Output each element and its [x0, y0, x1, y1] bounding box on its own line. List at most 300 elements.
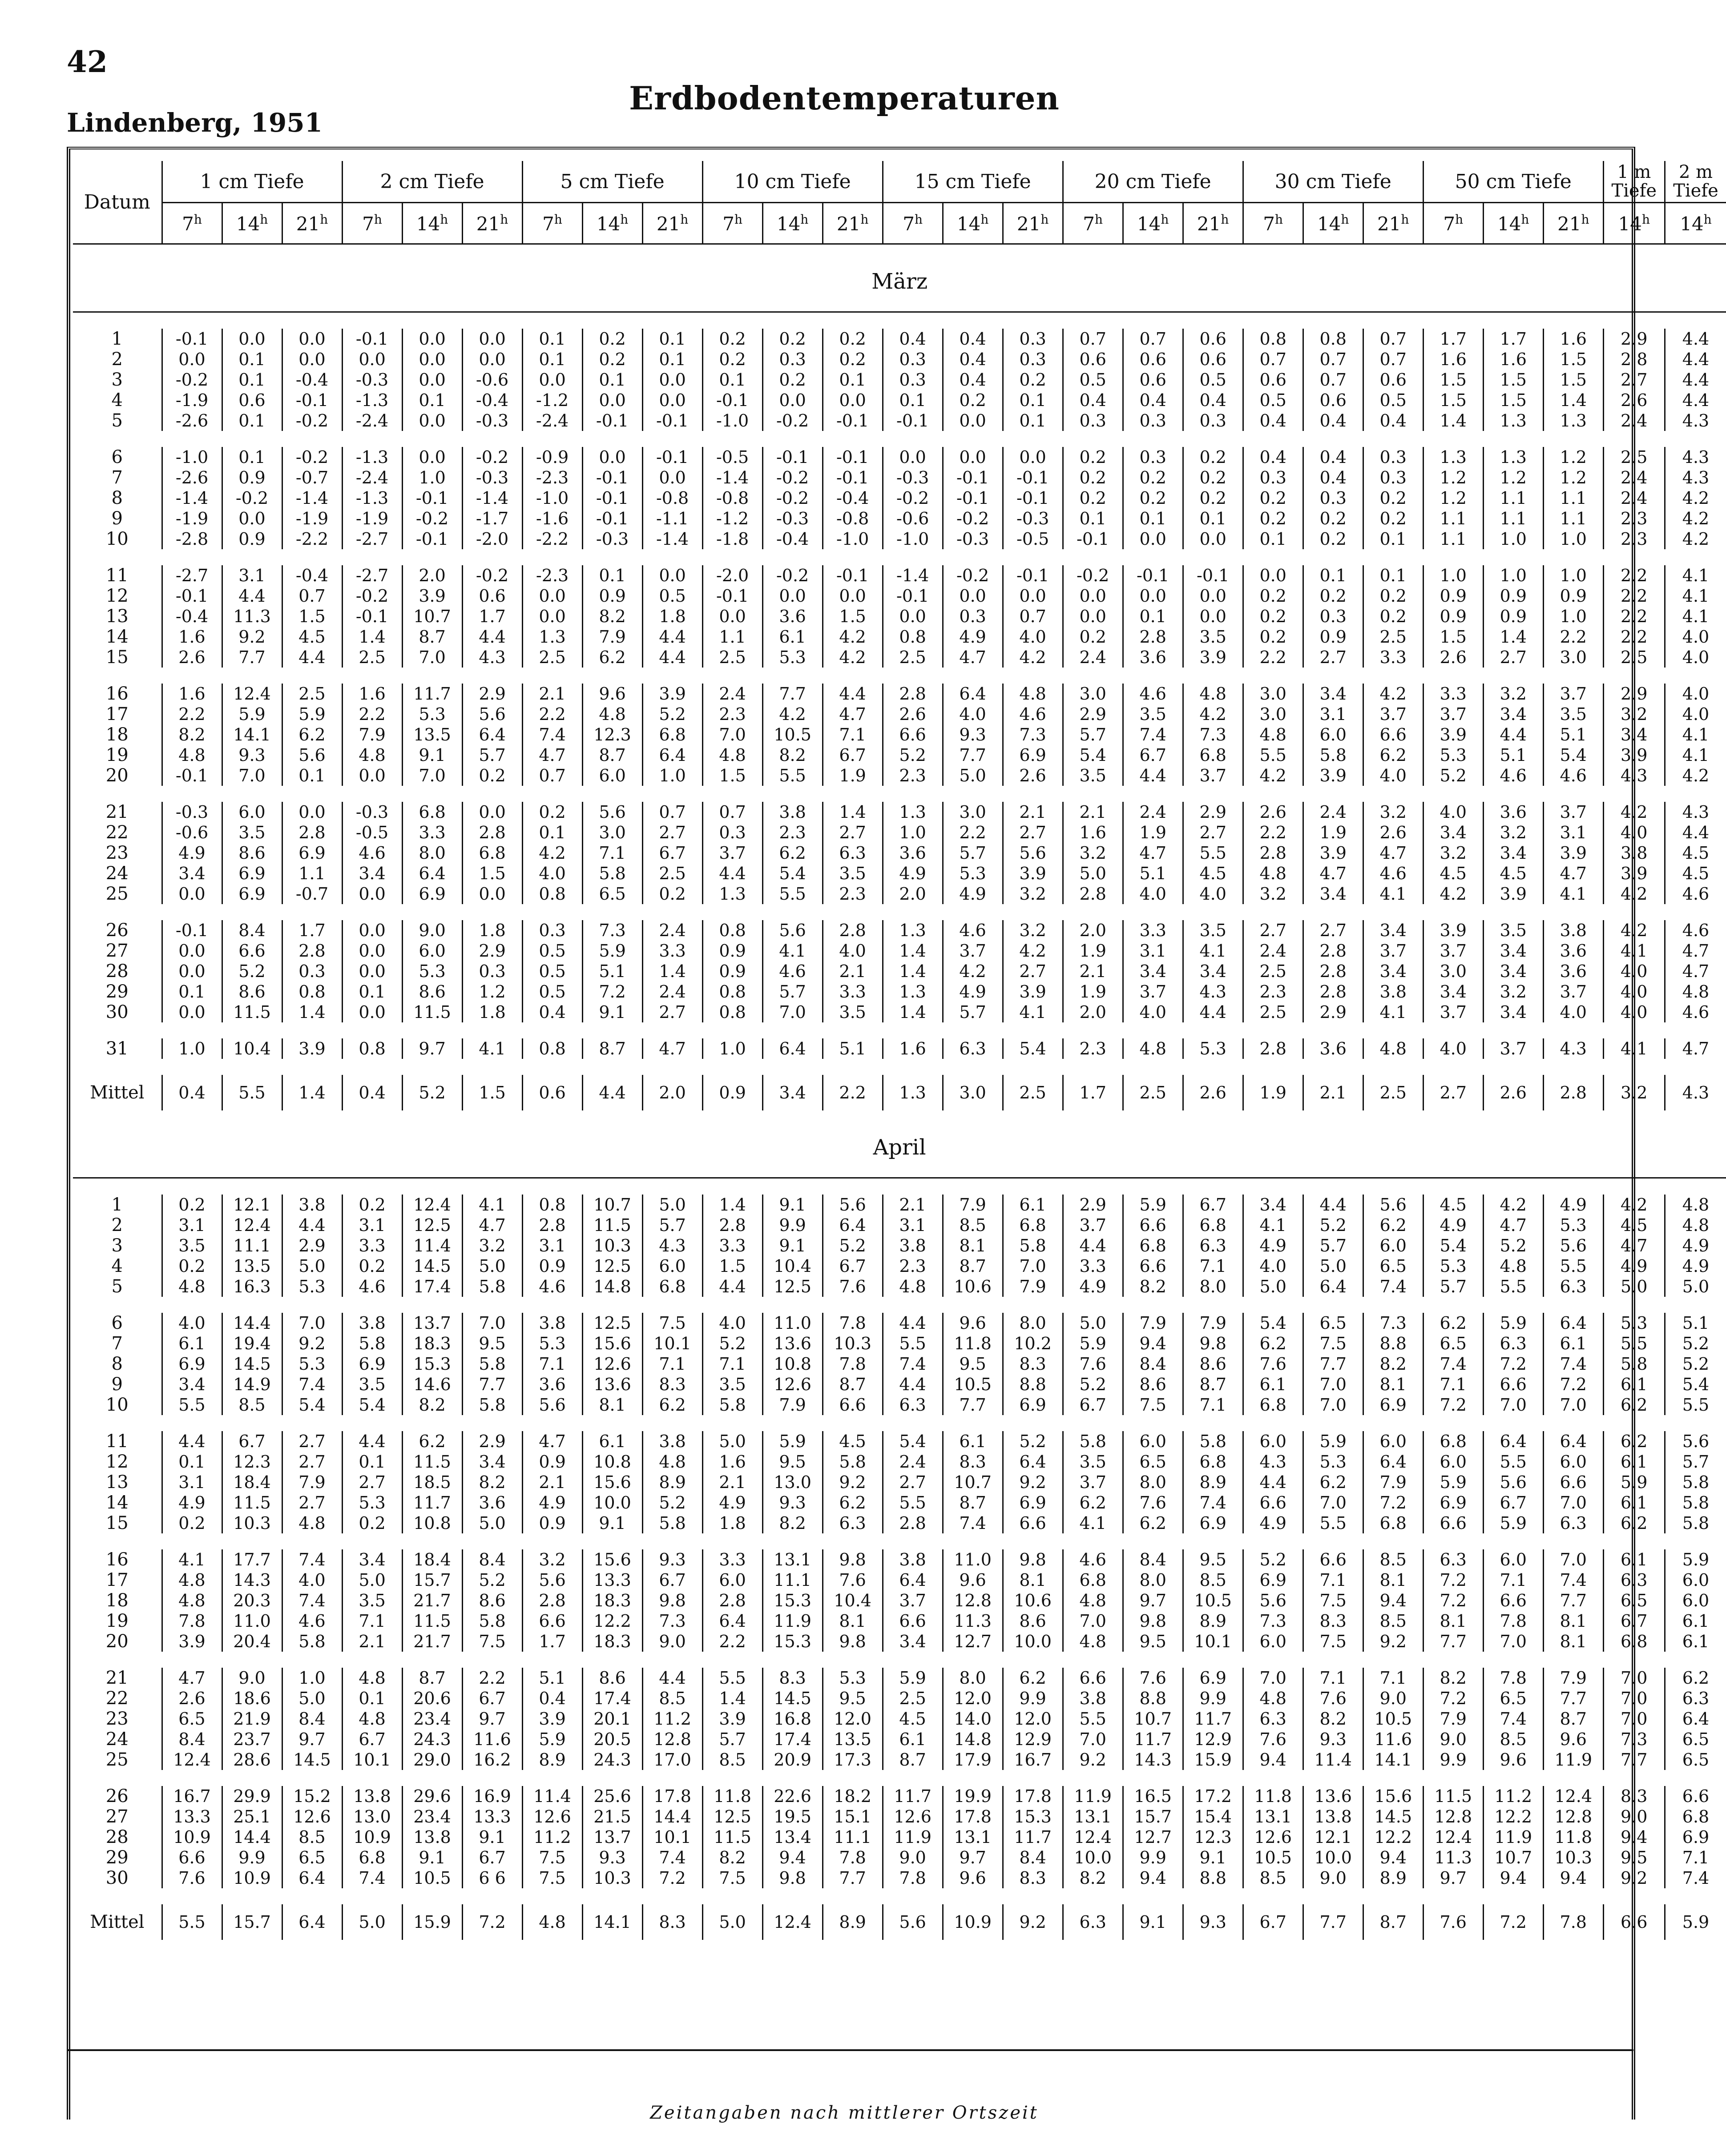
temperature-cell: 9.4 [1123, 1333, 1183, 1354]
temperature-cell: 14.1 [222, 724, 282, 745]
day-cell: 18 [105, 724, 129, 745]
temperature-cell: 6.1 [1603, 1374, 1665, 1395]
temperature-cell: 12.8 [1423, 1806, 1483, 1827]
mean-cell: 2.6 [1183, 1075, 1243, 1110]
temperature-cell: 4.0 [1665, 684, 1726, 704]
temperature-cell: 4.2 [1003, 647, 1063, 668]
temperature-cell: 5.1 [823, 1038, 883, 1059]
table-row [73, 447, 1726, 467]
temperature-cell: 7.0 [1543, 1492, 1603, 1513]
temperature-cell: 0.0 [1003, 586, 1063, 606]
temperature-cell: 0.0 [1183, 606, 1243, 627]
mean-cell: 9.3 [1183, 1904, 1243, 1940]
temperature-cell: 3.4 [1303, 684, 1363, 704]
temperature-cell: 28.6 [222, 1750, 282, 1770]
temperature-cell: 6.4 [1303, 1276, 1363, 1297]
temperature-cell: 9.9 [1003, 1688, 1063, 1709]
temperature-cell: 10.0 [1003, 1631, 1063, 1652]
temperature-cell: 17.3 [823, 1750, 883, 1770]
temperature-cell: 2.6 [1603, 390, 1665, 410]
temperature-cell: 0.0 [162, 1002, 222, 1022]
temperature-cell: 7.2 [1483, 1354, 1543, 1374]
day-cell: 8 [111, 488, 123, 508]
temperature-cell: 0.0 [1243, 565, 1303, 586]
temperature-cell: 0.1 [522, 349, 582, 370]
temperature-cell: 4.1 [1665, 606, 1726, 627]
temperature-cell: 2.2 [1603, 606, 1665, 627]
temperature-cell: 1.6 [1423, 349, 1483, 370]
mean-cell: 2.0 [642, 1075, 702, 1110]
temperature-cell: 3.1 [1123, 941, 1183, 961]
temperature-cell: 0.0 [522, 586, 582, 606]
temperature-cell: 4.9 [943, 981, 1003, 1002]
temperature-cell: 7.5 [1123, 1395, 1183, 1415]
temperature-cell: 9.8 [1123, 1611, 1183, 1631]
temperature-cell: 2.7 [1303, 647, 1363, 668]
temperature-cell: 1.5 [1543, 349, 1603, 370]
temperature-cell: 8.1 [943, 1235, 1003, 1256]
mean-cell: 7.8 [1543, 1904, 1603, 1940]
temperature-cell: 8.5 [642, 1688, 702, 1709]
temperature-cell: 9.9 [1123, 1847, 1183, 1868]
temperature-cell: 9.8 [642, 1590, 702, 1611]
temperature-cell: 0.3 [1003, 329, 1063, 349]
temperature-cell: 3.0 [1243, 704, 1303, 724]
temperature-cell: 2.5 [1603, 447, 1665, 467]
temperature-cell: 13.8 [1303, 1806, 1363, 1827]
temperature-cell: 0.2 [762, 329, 823, 349]
temperature-cell: 4.9 [1063, 1276, 1123, 1297]
temperature-cell: -0.2 [943, 565, 1003, 586]
temperature-cell: 3.6 [1303, 1038, 1363, 1059]
day-cell: 12 [105, 586, 129, 606]
temperature-cell: 1.3 [522, 627, 582, 647]
temperature-cell: 13.3 [162, 1806, 222, 1827]
day-cell: 2 [111, 349, 123, 370]
table-row [73, 1276, 1726, 1297]
temperature-cell: 3.9 [1183, 647, 1243, 668]
temperature-cell: 0.0 [1183, 529, 1243, 549]
temperature-cell: 4.5 [1483, 863, 1543, 884]
temperature-cell: 0.0 [342, 961, 402, 981]
temperature-cell: 6.7 [642, 843, 702, 863]
temperature-cell: 1.7 [1483, 329, 1543, 349]
temperature-cell: 0.4 [522, 1688, 582, 1709]
temperature-cell: 3.7 [1423, 1002, 1483, 1022]
temperature-cell: 7.0 [1483, 1631, 1543, 1652]
temperature-cell: 6.3 [1665, 1688, 1726, 1709]
table-row [73, 586, 1726, 606]
temperature-cell: 0.2 [162, 1256, 222, 1276]
temperature-cell: 1.2 [1423, 488, 1483, 508]
temperature-cell: 19.5 [762, 1806, 823, 1827]
temperature-cell: 5.7 [642, 1215, 702, 1235]
temperature-cell: 12.8 [642, 1729, 702, 1750]
temperature-cell: 4.1 [1363, 884, 1423, 904]
temperature-cell: 7.0 [1303, 1374, 1363, 1395]
temperature-cell: 0.0 [402, 370, 462, 390]
temperature-cell: 0.8 [282, 981, 342, 1002]
temperature-cell: 3.8 [1603, 843, 1665, 863]
temperature-cell: 14.8 [582, 1276, 642, 1297]
temperature-cell: 6.6 [883, 724, 943, 745]
temperature-cell: 14.5 [282, 1750, 342, 1770]
temperature-cell: 5.9 [1123, 1195, 1183, 1215]
depth-header: 1 cm Tiefe [162, 161, 342, 203]
temperature-cell: -1.4 [282, 488, 342, 508]
temperature-cell: 6.1 [1603, 1549, 1665, 1570]
temperature-cell: 8.5 [702, 1750, 762, 1770]
temperature-cell: 4.8 [1665, 1195, 1726, 1215]
temperature-cell: -2.4 [342, 410, 402, 431]
temperature-cell: 0.4 [1303, 447, 1363, 467]
temperature-cell: 4.3 [1603, 765, 1665, 786]
mean-cell: 1.5 [462, 1075, 522, 1110]
temperature-cell: 10.3 [823, 1333, 883, 1354]
temperature-cell: 5.7 [462, 745, 522, 765]
temperature-cell: 5.9 [1603, 1472, 1665, 1492]
temperature-cell: 7.8 [823, 1313, 883, 1333]
temperature-cell: 6.7 [1183, 1195, 1243, 1215]
table-row [73, 1827, 1726, 1847]
temperature-cell: 4.1 [1665, 724, 1726, 745]
temperature-cell: 7.1 [1303, 1570, 1363, 1590]
table-row [73, 627, 1726, 647]
mean-cell: 3.0 [943, 1075, 1003, 1110]
temperature-cell: -0.3 [883, 467, 943, 488]
temperature-cell: 4.3 [1183, 981, 1243, 1002]
temperature-cell: 5.8 [1003, 1235, 1063, 1256]
temperature-cell: -0.2 [162, 370, 222, 390]
temperature-cell: 2.4 [1603, 488, 1665, 508]
temperature-cell: 4.0 [1423, 802, 1483, 822]
temperature-cell: 4.9 [1665, 1235, 1726, 1256]
temperature-cell: 7.1 [1183, 1256, 1243, 1276]
temperature-cell: 0.0 [582, 447, 642, 467]
temperature-cell: 5.6 [282, 745, 342, 765]
temperature-cell: 24.3 [582, 1750, 642, 1770]
temperature-cell: 1.4 [342, 627, 402, 647]
temperature-cell: 4.0 [1423, 1038, 1483, 1059]
time-header: 7$^h$ [702, 203, 762, 244]
temperature-cell: -1.0 [522, 488, 582, 508]
temperature-cell: 1.4 [883, 941, 943, 961]
temperature-cell: 11.9 [883, 1827, 943, 1847]
temperature-cell: 1.6 [1063, 822, 1123, 843]
soil-temperature-table [73, 161, 1726, 1940]
day-cell: 5 [111, 410, 123, 431]
temperature-cell: 3.9 [1483, 884, 1543, 904]
temperature-cell: 2.3 [1603, 508, 1665, 529]
temperature-cell: 0.2 [1243, 627, 1303, 647]
temperature-cell: 7.1 [1183, 1395, 1243, 1415]
temperature-cell: 0.4 [1243, 410, 1303, 431]
temperature-cell: 0.0 [282, 349, 342, 370]
temperature-cell: 0.1 [1243, 529, 1303, 549]
temperature-cell: -0.1 [1003, 488, 1063, 508]
temperature-cell: 8.7 [582, 745, 642, 765]
temperature-cell: 5.3 [943, 863, 1003, 884]
temperature-cell: 3.2 [1423, 843, 1483, 863]
temperature-cell: 0.3 [282, 961, 342, 981]
mean-cell: 2.7 [1423, 1075, 1483, 1110]
temperature-cell: 23.7 [222, 1729, 282, 1750]
temperature-cell: 4.8 [162, 1276, 222, 1297]
temperature-cell: 9.3 [762, 1492, 823, 1513]
temperature-cell: 6.5 [1483, 1688, 1543, 1709]
temperature-cell: 11.4 [1303, 1750, 1363, 1770]
temperature-cell: 4.1 [1603, 1038, 1665, 1059]
temperature-cell: 9.8 [1003, 1549, 1063, 1570]
temperature-cell: 0.0 [222, 329, 282, 349]
temperature-cell: 7.8 [823, 1354, 883, 1374]
temperature-cell: 0.0 [522, 606, 582, 627]
temperature-cell: 4.4 [222, 586, 282, 606]
temperature-cell: 9.7 [282, 1729, 342, 1750]
time-header: 14$^h$ [222, 203, 282, 244]
temperature-cell: 5.0 [1603, 1276, 1665, 1297]
temperature-cell: 7.4 [1123, 724, 1183, 745]
table-row [73, 1256, 1726, 1276]
temperature-cell: 6.6 [1483, 1590, 1543, 1611]
temperature-cell: 15.2 [282, 1786, 342, 1806]
temperature-cell: 5.8 [462, 1354, 522, 1374]
temperature-cell: 3.9 [1543, 843, 1603, 863]
temperature-cell: 4.4 [642, 1668, 702, 1688]
temperature-cell: 2.3 [883, 1256, 943, 1276]
temperature-cell: 7.1 [823, 724, 883, 745]
temperature-cell: 4.2 [1603, 1195, 1665, 1215]
temperature-cell: 6.5 [282, 1847, 342, 1868]
temperature-cell: 7.6 [1123, 1492, 1183, 1513]
temperature-cell: 6.4 [1665, 1709, 1726, 1729]
temperature-cell: 0.1 [342, 1452, 402, 1472]
temperature-cell: 6.2 [823, 1492, 883, 1513]
temperature-cell: 15.7 [1123, 1806, 1183, 1827]
temperature-cell: 0.1 [1003, 390, 1063, 410]
temperature-cell: 4.7 [1363, 843, 1423, 863]
temperature-cell: 8.6 [1183, 1354, 1243, 1374]
temperature-cell: 7.6 [1243, 1354, 1303, 1374]
temperature-cell: 9.0 [1423, 1729, 1483, 1750]
temperature-cell: 3.2 [1483, 684, 1543, 704]
temperature-cell: 9.2 [222, 627, 282, 647]
temperature-cell: 5.2 [1003, 1431, 1063, 1452]
temperature-cell: 0.2 [162, 1195, 222, 1215]
temperature-cell: 6.9 [222, 884, 282, 904]
temperature-cell: 9.0 [1303, 1868, 1363, 1888]
temperature-cell: 9.5 [1183, 1549, 1243, 1570]
temperature-cell: 6.1 [1603, 1452, 1665, 1472]
temperature-cell: 5.0 [342, 1570, 402, 1590]
time-header: 7$^h$ [1243, 203, 1303, 244]
temperature-cell: 2.8 [1303, 941, 1363, 961]
temperature-cell: 4.4 [883, 1313, 943, 1333]
mean-cell: 8.7 [1363, 1904, 1423, 1940]
temperature-cell: 4.8 [162, 1570, 222, 1590]
temperature-cell: 0.8 [522, 1195, 582, 1215]
temperature-cell: 1.1 [1483, 508, 1543, 529]
temperature-cell: 0.1 [222, 370, 282, 390]
depth-header: 50 cm Tiefe [1423, 161, 1603, 203]
temperature-cell: 6.5 [1665, 1729, 1726, 1750]
table-row [73, 606, 1726, 627]
temperature-cell: 6.5 [162, 1709, 222, 1729]
day-cell: 17 [105, 704, 129, 724]
temperature-cell: 2.9 [1183, 802, 1243, 822]
temperature-cell: 8.2 [762, 745, 823, 765]
temperature-cell: 5.0 [282, 1688, 342, 1709]
temperature-cell: 8.2 [1063, 1868, 1123, 1888]
temperature-cell: 4.4 [1665, 370, 1726, 390]
temperature-cell: 6.3 [883, 1395, 943, 1415]
temperature-cell: 5.2 [1303, 1215, 1363, 1235]
temperature-cell: 3.2 [1003, 920, 1063, 941]
temperature-cell: 0.2 [1363, 586, 1423, 606]
temperature-cell: 5.5 [1183, 843, 1243, 863]
temperature-cell: -0.2 [402, 508, 462, 529]
temperature-cell: 4.1 [1183, 941, 1243, 961]
temperature-cell: 0.2 [582, 329, 642, 349]
temperature-cell: 4.9 [1243, 1235, 1303, 1256]
temperature-cell: 7.7 [1543, 1688, 1603, 1709]
temperature-cell: 8.9 [642, 1472, 702, 1492]
temperature-cell: 0.1 [402, 390, 462, 410]
temperature-cell: 3.9 [1003, 863, 1063, 884]
temperature-cell: 5.9 [582, 941, 642, 961]
temperature-cell: 3.7 [702, 843, 762, 863]
temperature-cell: 12.1 [222, 1195, 282, 1215]
temperature-cell: 11.8 [702, 1786, 762, 1806]
temperature-cell: 0.0 [642, 467, 702, 488]
day-cell: 30 [105, 1002, 129, 1022]
temperature-cell: 3.7 [1363, 941, 1423, 961]
temperature-cell: 2.2 [522, 704, 582, 724]
temperature-cell: -2.2 [282, 529, 342, 549]
table-row [73, 390, 1726, 410]
temperature-cell: -1.3 [342, 447, 402, 467]
temperature-cell: 8.1 [823, 1611, 883, 1631]
page-number: 42 [67, 44, 108, 79]
temperature-cell: 0.8 [702, 981, 762, 1002]
temperature-cell: 5.2 [1243, 1549, 1303, 1570]
temperature-cell: 8.5 [1483, 1729, 1543, 1750]
temperature-cell: 4.3 [1665, 410, 1726, 431]
temperature-cell: 5.9 [883, 1668, 943, 1688]
temperature-cell: 2.4 [1603, 467, 1665, 488]
temperature-cell: 0.3 [522, 920, 582, 941]
temperature-cell: 1.4 [1543, 390, 1603, 410]
temperature-cell: 4.2 [1363, 684, 1423, 704]
temperature-cell: -0.1 [1183, 565, 1243, 586]
temperature-cell: 7.2 [1363, 1492, 1423, 1513]
table-row [73, 1038, 1726, 1059]
temperature-cell: 4.8 [702, 745, 762, 765]
temperature-cell: 2.5 [642, 863, 702, 884]
temperature-cell: -0.1 [582, 467, 642, 488]
temperature-cell: 0.4 [1243, 447, 1303, 467]
temperature-cell: 0.0 [282, 329, 342, 349]
temperature-cell: 7.0 [1003, 1256, 1063, 1276]
temperature-cell: 0.5 [1183, 370, 1243, 390]
day-cell: 2 [111, 1215, 123, 1235]
temperature-cell: 13.7 [582, 1827, 642, 1847]
temperature-cell: 6.6 [1423, 1513, 1483, 1533]
table-row [73, 1611, 1726, 1631]
temperature-cell: 7.0 [1543, 1549, 1603, 1570]
temperature-cell: 13.0 [342, 1806, 402, 1827]
temperature-cell: 13.1 [1063, 1806, 1123, 1827]
temperature-cell: 0.2 [1243, 488, 1303, 508]
temperature-cell: -0.1 [762, 447, 823, 467]
temperature-cell: 6.7 [1483, 1492, 1543, 1513]
temperature-cell: -1.4 [462, 488, 522, 508]
temperature-cell: 7.4 [342, 1868, 402, 1888]
temperature-cell: 6.8 [342, 1847, 402, 1868]
temperature-cell: 9.9 [1183, 1688, 1243, 1709]
temperature-cell: 4.0 [162, 1313, 222, 1333]
temperature-cell: 11.9 [762, 1611, 823, 1631]
temperature-cell: 11.7 [1003, 1827, 1063, 1847]
temperature-cell: 7.6 [162, 1868, 222, 1888]
temperature-cell: 7.5 [702, 1868, 762, 1888]
temperature-cell: 0.0 [943, 447, 1003, 467]
temperature-cell: 4.0 [1123, 1002, 1183, 1022]
temperature-cell: -0.6 [462, 370, 522, 390]
temperature-cell: 0.1 [522, 329, 582, 349]
temperature-cell: 10.7 [1123, 1709, 1183, 1729]
temperature-cell: 0.8 [522, 884, 582, 904]
temperature-cell: 9.0 [222, 1668, 282, 1688]
temperature-cell: 1.4 [642, 961, 702, 981]
temperature-cell: 14.8 [943, 1729, 1003, 1750]
mean-cell: 2.5 [1003, 1075, 1063, 1110]
temperature-cell: 6.8 [1183, 1215, 1243, 1235]
temperature-cell: 1.8 [642, 606, 702, 627]
temperature-cell: 1.5 [702, 765, 762, 786]
temperature-cell: 3.4 [1483, 941, 1543, 961]
temperature-cell: 6.0 [1665, 1590, 1726, 1611]
temperature-cell: 2.1 [823, 961, 883, 981]
temperature-cell: 7.2 [582, 981, 642, 1002]
temperature-cell: 0.7 [1363, 329, 1423, 349]
temperature-cell: 6.9 [1183, 1668, 1243, 1688]
temperature-cell: 6.3 [1483, 1333, 1543, 1354]
temperature-cell: 2.8 [462, 822, 522, 843]
temperature-cell: 6.8 [1123, 1235, 1183, 1256]
temperature-cell: 9.4 [1243, 1750, 1303, 1770]
temperature-cell: 8.3 [1303, 1611, 1363, 1631]
temperature-cell: 1.8 [462, 920, 522, 941]
temperature-cell: 20.5 [582, 1729, 642, 1750]
temperature-cell: 0.2 [162, 1513, 222, 1533]
temperature-cell: 6.9 [402, 884, 462, 904]
temperature-cell: 0.0 [582, 390, 642, 410]
temperature-cell: 6.6 [1543, 1472, 1603, 1492]
temperature-cell: 1.9 [823, 765, 883, 786]
table-row [73, 1786, 1726, 1806]
mean-cell: 3.2 [1603, 1075, 1665, 1110]
temperature-cell: -1.2 [522, 390, 582, 410]
temperature-cell: 11.7 [1123, 1729, 1183, 1750]
temperature-cell: 0.0 [762, 390, 823, 410]
temperature-cell: 3.4 [342, 863, 402, 884]
temperature-cell: 1.6 [162, 684, 222, 704]
temperature-cell: 2.9 [1603, 684, 1665, 704]
temperature-cell: 0.3 [1003, 349, 1063, 370]
mean-label: Mittel [90, 1912, 145, 1932]
temperature-cell: -0.2 [282, 447, 342, 467]
